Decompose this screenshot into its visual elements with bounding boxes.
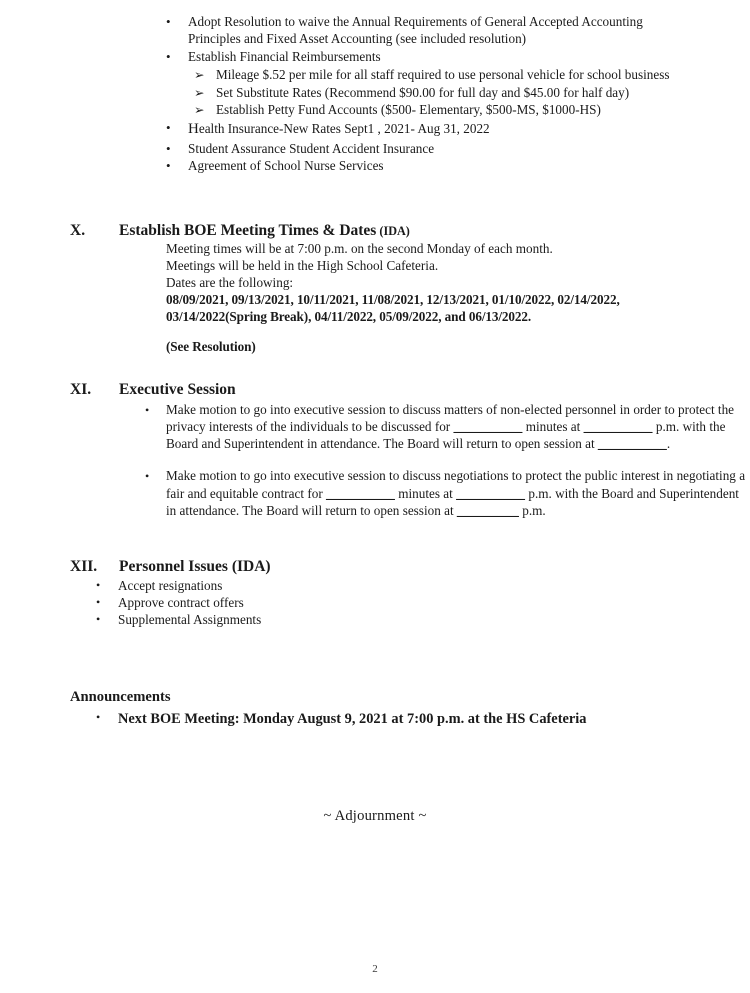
meeting-location-line: Meetings will be held in the High School Cafeteria. <box>166 258 439 274</box>
blank-field-return-time[interactable]: _________ <box>456 502 519 518</box>
list-item-label <box>188 120 678 139</box>
list-item-label: Accept resignations <box>118 578 223 593</box>
arrow-bullet-icon: ➢ <box>194 84 205 100</box>
section-number: XI. <box>70 381 92 398</box>
list-item <box>0 401 750 452</box>
list-item-label: Approve contract offers <box>118 594 244 610</box>
list-item <box>0 14 750 48</box>
section-announcements <box>0 689 750 728</box>
list-item <box>0 595 750 612</box>
section-body <box>166 240 666 356</box>
list-item <box>0 85 750 102</box>
list-item-label: Supplemental Assignments <box>118 611 262 627</box>
personnel-issues-list <box>0 578 750 629</box>
list-item <box>0 612 750 629</box>
list-item-label: Establish Petty Fund Accounts ($500- Elementary, $500-MS, $1000-HS) <box>216 102 601 118</box>
blank-field-start-time[interactable]: __________ <box>456 485 526 501</box>
announcements-list <box>0 710 750 728</box>
bullet-icon: • <box>145 469 150 484</box>
blank-field-minutes[interactable]: __________ <box>326 485 395 501</box>
list-item <box>0 467 750 518</box>
section-title: Executive Session <box>119 381 236 398</box>
section-title: Personnel Issues (IDA) <box>119 558 271 575</box>
list-item-label: Set Substitute Rates (Recommend $90.00 for full day and $45.00 for half day) <box>216 84 630 100</box>
executive-session-motions <box>0 401 750 519</box>
blank-field-minutes[interactable]: __________ <box>453 419 523 435</box>
bullet-icon: • <box>96 710 101 724</box>
dates-intro-line: Dates are the following: <box>166 275 294 291</box>
list-item <box>0 158 750 175</box>
section-number: XII. <box>70 558 98 575</box>
motion-part-4: . <box>666 436 671 452</box>
list-item-label: Agreement of School Nurse Services <box>188 158 384 174</box>
list-item <box>0 120 750 139</box>
list-item-label-rest: ealth Insurance-New Rates Sept1 , 2021- Aug 31, 2022 <box>198 121 490 137</box>
meeting-dates-line-1: 08/09/2021, 09/13/2021, 10/11/2021, 11/08/2021, 12/13/2021, 01/10/2022, 02/14/2022, <box>166 292 620 308</box>
motion-part-2: minutes at <box>522 419 584 435</box>
announcements-title: Announcements <box>70 689 171 705</box>
spacer <box>166 325 666 338</box>
bullet-icon: • <box>166 158 171 174</box>
section-heading <box>0 222 750 240</box>
section-title-suffix: (IDA) <box>376 224 410 238</box>
motion-part-2: minutes at <box>394 485 457 501</box>
list-item-label: Adopt Resolution to waive the Annual Requirements of General Accepted Accounting Principles and Fixed Asset Accounting (see included resolution) <box>188 14 643 46</box>
section-title-main: Establish BOE Meeting Times & Dates <box>119 222 377 239</box>
section-title <box>119 222 410 240</box>
meeting-dates-line-2: 03/14/2022(Spring Break), 04/11/2022, 05/09/2022, and 06/13/2022. <box>166 309 532 325</box>
motion-part-3: p.m. with the Board and Superintendent in attendance. The Board will return to open session at <box>166 419 726 452</box>
see-resolution-note: (See Resolution) <box>166 339 256 355</box>
motion-part-1: Make motion to go into executive session to discuss matters of non-elected personnel in order to protect the privacy interests of the individuals to be discussed for <box>166 402 735 435</box>
bullet-icon: • <box>166 140 171 156</box>
list-item <box>0 49 750 66</box>
page-number: 2 <box>372 963 378 975</box>
bullet-icon: • <box>96 578 101 592</box>
continued-bullet-list <box>0 14 750 176</box>
bullet-icon: • <box>96 594 101 609</box>
list-item <box>0 67 750 84</box>
list-item-label: Establish Financial Reimbursements <box>188 48 381 64</box>
motion-part-3: p.m. with the Board and Superintendent in attendance. The Board will return to open session at <box>166 485 739 518</box>
list-item <box>0 710 750 728</box>
adjournment-line: ~ Adjournment ~ <box>323 808 427 824</box>
section-personnel-issues <box>0 558 750 629</box>
bullet-icon: • <box>166 120 171 136</box>
motion-text <box>166 467 750 518</box>
list-item <box>0 578 750 595</box>
motion-part-4: p.m. <box>518 502 546 518</box>
list-item-label: Student Assurance Student Accident Insurance <box>188 140 435 156</box>
section-executive-session <box>0 381 750 519</box>
bullet-icon: • <box>145 403 150 417</box>
arrow-bullet-icon: ➢ <box>194 66 205 82</box>
section-number: X. <box>70 222 86 239</box>
motion-text <box>166 401 750 452</box>
next-meeting-label: Next BOE Meeting: Monday August 9, 2021 at 7:00 p.m. at the HS Cafeteria <box>118 711 587 727</box>
bullet-icon: • <box>166 14 171 29</box>
list-item <box>0 141 750 158</box>
list-item-label: Mileage $.52 per mile for all staff required to use personal vehicle for school business <box>216 66 670 82</box>
blank-field-return-time[interactable]: __________ <box>597 436 667 452</box>
list-item <box>0 102 750 119</box>
drop-capital: H <box>188 121 199 138</box>
arrow-bullet-icon: ➢ <box>194 102 205 118</box>
meeting-time-line: Meeting times will be at 7:00 p.m. on the second Monday of each month. <box>166 241 553 256</box>
bullet-icon: • <box>166 48 171 64</box>
section-heading <box>0 381 750 399</box>
motion-part-1: Make motion to go into executive session to discuss negotiations to protect the public interest in negotiating a fair and equitable contract for <box>166 468 746 501</box>
bullet-icon: • <box>96 611 101 626</box>
blank-field-start-time[interactable]: __________ <box>583 419 653 435</box>
section-heading <box>0 558 750 576</box>
section-establish-boe-meeting-times <box>0 222 750 356</box>
